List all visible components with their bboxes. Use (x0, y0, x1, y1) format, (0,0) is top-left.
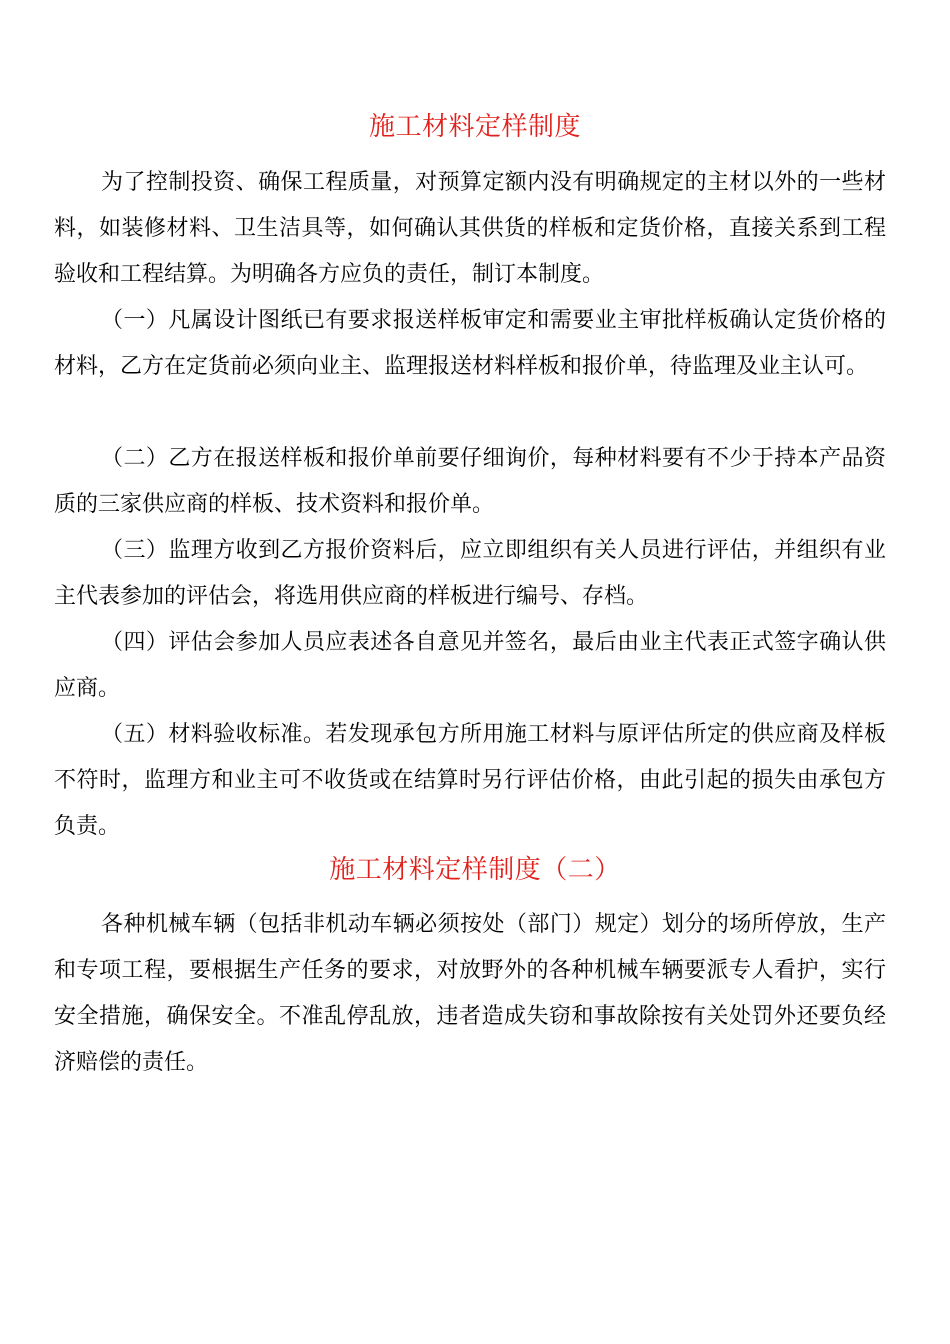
clause-5: （五）材料验收标准。若发现承包方所用施工材料与原评估所定的供应商及样板不符时，监理方和业主可不收货或在结算时另行评估价格，由此引起的损失由承包方负责。 (54, 722, 886, 839)
document-title: 施工材料定样制度 (368, 112, 581, 142)
clause-1: （一）凡属设计图纸已有要求报送样板审定和需要业主审批样板确认定货价格的材料，乙方在定货前必须向业主、监理报送材料样板和报价单，待监理及业主认可。 (54, 308, 886, 379)
clause-4: （四）评估会参加人员应表述各自意见并签名，最后由业主代表正式签字确认供应商。 (54, 630, 886, 701)
section-2-title: 施工材料定样制度（二） (329, 855, 621, 885)
section-2-paragraph: 各种机械车辆（包括非机动车辆必须按处（部门）规定）划分的场所停放，生产和专项工程，要根据生产任务的要求，对放野外的各种机械车辆要派专人看护，实行安全措施，确保安全。不准乱停乱放，违者造成失窃和事故除按有关处罚外还要负经济赔偿的责任。 (54, 912, 886, 1075)
intro-paragraph: 为了控制投资、确保工程质量，对预算定额内没有明确规定的主材以外的一些材料，如装修材料、卫生洁具等，如何确认其供货的样板和定货价格，直接关系到工程验收和工程结算。为明确各方应负的责任，制订本制度。 (54, 170, 886, 287)
clause-3: （三）监理方收到乙方报价资料后，应立即组织有关人员进行评估，并组织有业主代表参加的评估会，将选用供应商的样板进行编号、存档。 (54, 538, 886, 609)
clause-2: （二）乙方在报送样板和报价单前要仔细询价，每种材料要有不少于持本产品资质的三家供应商的样板、技术资料和报价单。 (54, 446, 886, 517)
